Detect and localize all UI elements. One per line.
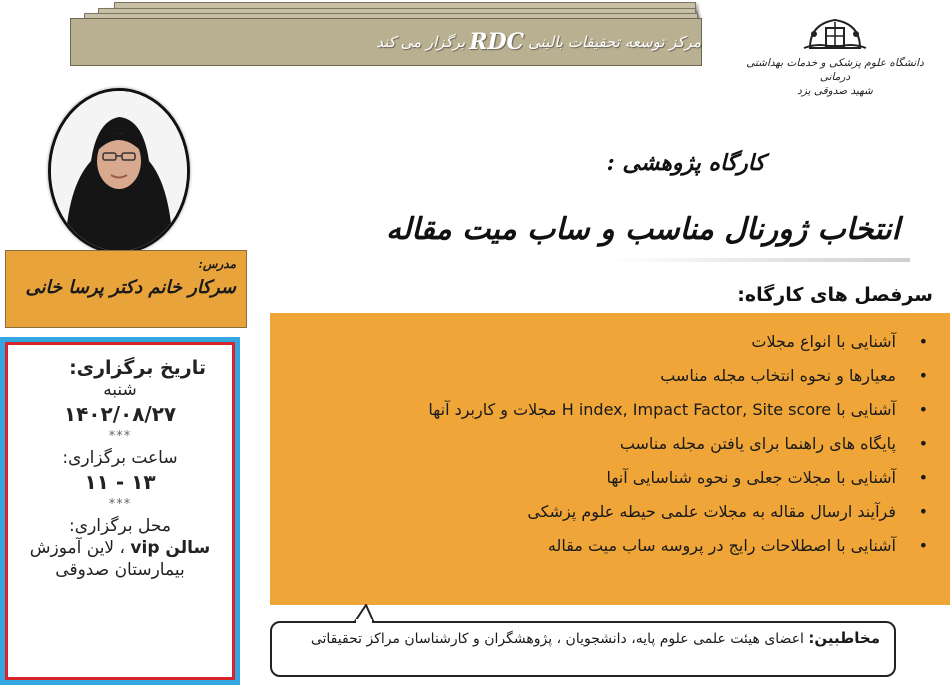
university-logo (740, 14, 930, 97)
syllabus-item: • آشنایی با مجلات جعلی و نحوه شناسایی آنها (270, 461, 914, 495)
instructor-photo (48, 88, 190, 254)
syllabus-item: • آشنایی با H index, Impact Factor, Site score مجلات و کاربرد آنها (270, 393, 914, 427)
logo-line-1: دانشگاه علوم پزشکی و خدمات بهداشتی درمانی (746, 57, 924, 83)
separator-1: *** (108, 429, 132, 444)
banner-suffix: برگزار می کند (376, 33, 466, 51)
callout-pointer-mask (356, 619, 372, 623)
banner-prefix: مرکز توسعه تحقیقات بالینی (528, 33, 701, 51)
syllabus-heading: سرفصل های کارگاه: (737, 284, 933, 306)
event-info-inner (5, 342, 235, 680)
instructor-box (5, 250, 247, 328)
organizer-banner (70, 18, 702, 66)
place-hall: سالن vip (130, 538, 211, 558)
place-hospital: بیمارستان صدوقی (55, 560, 185, 580)
time-heading: ساعت برگزاری: (62, 448, 178, 468)
separator-2: *** (108, 497, 132, 512)
instructor-portrait-icon (51, 91, 187, 251)
audience-callout (270, 621, 896, 677)
event-time: ۱۳ - ۱۱ (84, 470, 156, 494)
event-date: ۱۴۰۲/۰۸/۲۷ (63, 402, 177, 426)
instructor-label: مدرس: (198, 257, 236, 271)
syllabus-box (270, 313, 950, 605)
university-emblem-icon (800, 14, 870, 54)
place-heading: محل برگزاری: (69, 516, 171, 536)
title-underline (610, 258, 910, 262)
workshop-label: کارگاه پژوهشی : (606, 150, 765, 176)
syllabus-item: • آشنایی با انواع مجلات (270, 325, 914, 359)
event-info-panel (0, 337, 240, 685)
syllabus-item: • آشنایی با اصطلاحات رایج در پروسه ساب میت مقاله (270, 529, 914, 563)
event-place (14, 537, 226, 559)
syllabus-list (270, 325, 914, 563)
date-heading: تاریخ برگزاری: (69, 357, 206, 379)
audience-label: مخاطبین: (808, 629, 880, 647)
event-day: شنبه (103, 380, 137, 400)
syllabus-item: • پایگاه های راهنما برای یافتن مجله مناسب (270, 427, 914, 461)
instructor-name: سرکار خانم دکتر پرسا خانی (25, 277, 236, 298)
syllabus-item: • معیارها و نحوه انتخاب مجله مناسب (270, 359, 914, 393)
workshop-title: انتخاب ژورنال مناسب و ساب میت مقاله (386, 212, 900, 247)
logo-line-2: شهید صدوقی یزد (797, 85, 873, 97)
syllabus-item: • فرآیند ارسال مقاله به مجلات علمی حیطه علوم پزشکی (270, 495, 914, 529)
audience-text: اعضای هیئت علمی علوم پایه، دانشجویان ، پژوهشگران و کارشناسان مراکز تحقیقاتی (310, 631, 804, 647)
banner-brand: RDC (469, 29, 525, 55)
place-line: ، لاین آموزش (29, 538, 131, 558)
